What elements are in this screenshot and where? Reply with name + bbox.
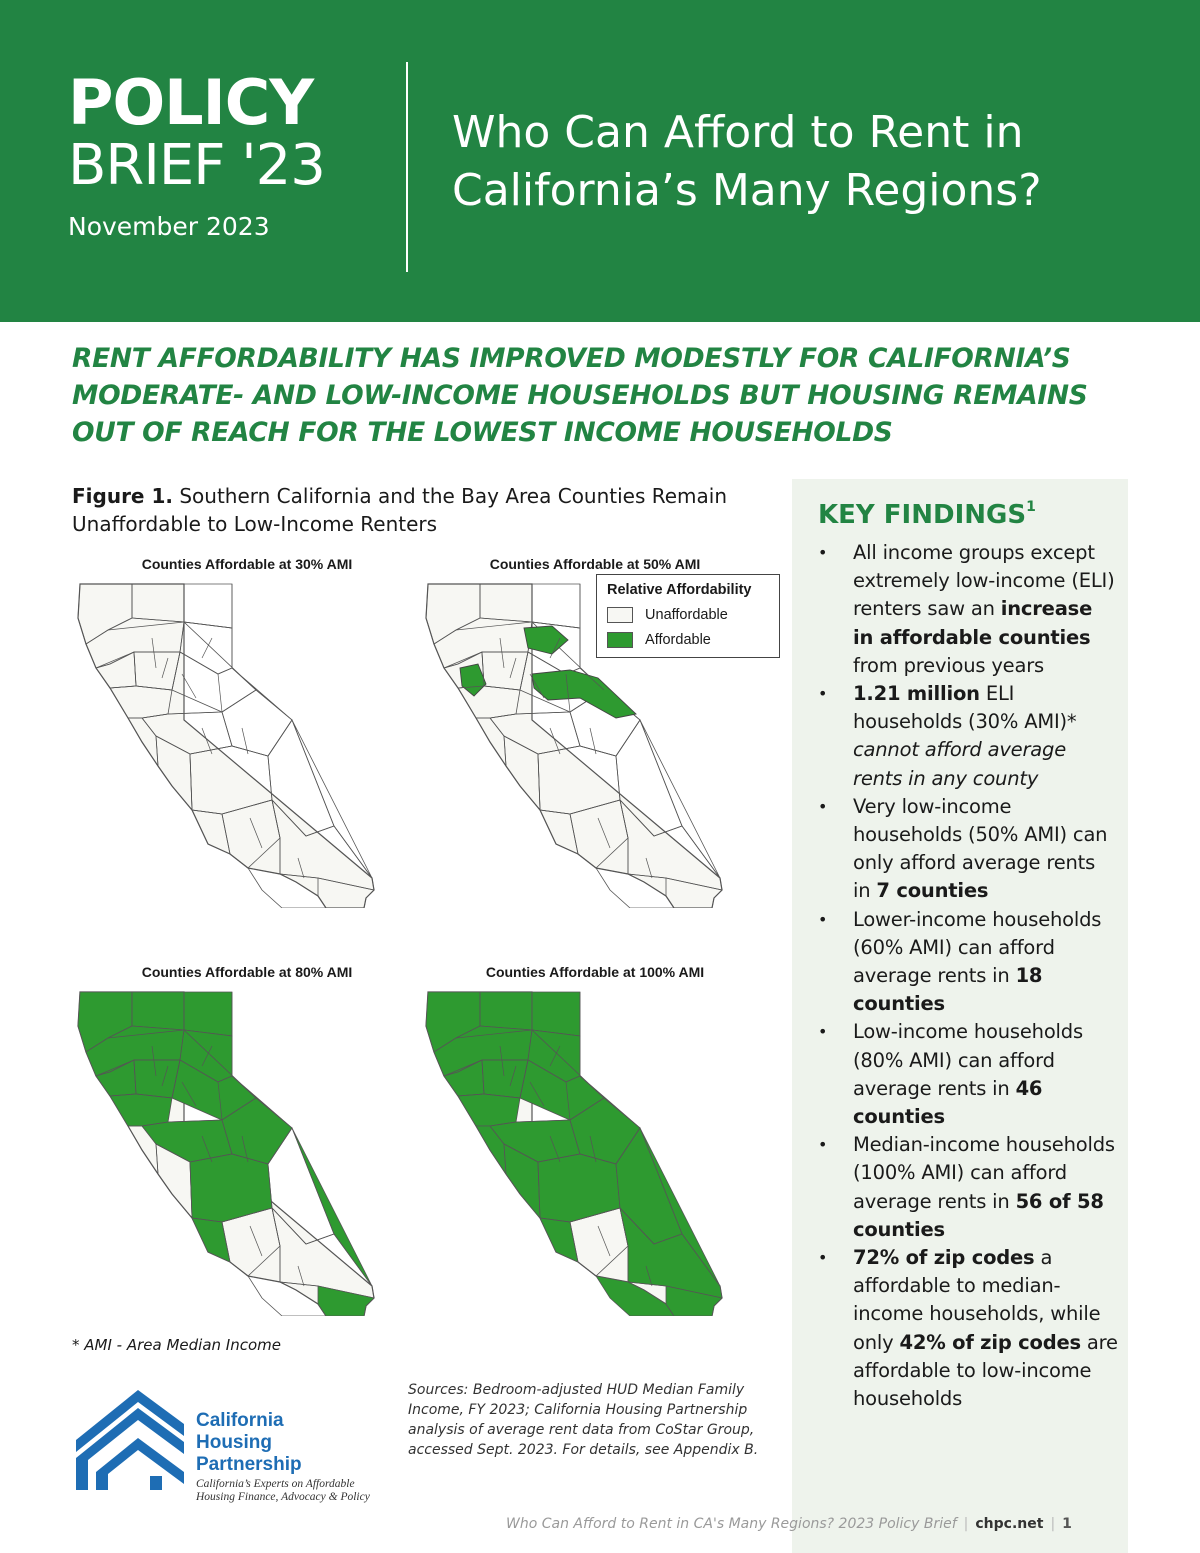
county-border <box>616 720 640 756</box>
key-findings-title-text: KEY FINDINGS <box>818 500 1027 530</box>
bullet-icon: • <box>818 1022 828 1042</box>
finding-text: are affordable to low-income households <box>853 1330 1118 1411</box>
footnote-mark: 1 <box>1026 499 1036 515</box>
brand-block <box>68 66 325 241</box>
legend-title: Relative Affordability <box>607 582 752 598</box>
county-border <box>580 746 616 756</box>
finding-emphasis: 1.21 million <box>853 682 980 706</box>
finding-text: Lower-income households (60% AMI) can afford average rents in <box>853 907 1102 988</box>
tagline-line: Housing Finance, Advocacy & Policy <box>196 1491 370 1503</box>
map-title: Counties Affordable at 100% AMI <box>485 964 705 980</box>
logo-tagline <box>196 1478 370 1504</box>
affordable-swatch <box>607 632 633 648</box>
page-header <box>0 0 1200 322</box>
county-region <box>172 652 256 712</box>
county-region <box>480 992 532 1030</box>
finding-italic: cannot afford average rents in any county <box>853 738 1066 790</box>
map-title: Counties Affordable at 80% AMI <box>141 964 353 980</box>
affordable-county <box>532 670 636 718</box>
logo-wordmark <box>196 1410 302 1476</box>
header-divider <box>406 62 408 272</box>
finding-text: ELI households (30% AMI)* <box>853 682 1077 734</box>
legend-label: Unaffordable <box>645 607 728 624</box>
publication-date: November 2023 <box>68 212 270 241</box>
county-border <box>232 668 256 690</box>
finding-text: from previous years <box>853 653 1045 677</box>
map-title: Counties Affordable at 50% AMI <box>489 556 701 572</box>
county-region <box>184 992 232 1036</box>
finding-item <box>818 1244 1118 1413</box>
key-findings-list <box>818 539 1118 1413</box>
legend-item-unaffordable <box>607 607 728 625</box>
county-border <box>590 728 596 754</box>
brief-label: BRIEF '23 <box>68 133 325 198</box>
legend-label: Affordable <box>645 632 711 649</box>
finding-text: a affordable to median-income households, while only <box>853 1246 1101 1354</box>
key-findings-panel <box>792 479 1128 1553</box>
footer-separator: | <box>1050 1516 1056 1532</box>
bullet-icon: • <box>818 1248 828 1268</box>
finding-emphasis: 7 counties <box>876 879 989 903</box>
county-region <box>110 1094 172 1126</box>
finding-item <box>818 680 1118 793</box>
finding-item <box>818 1131 1118 1244</box>
california-map-80 <box>72 986 422 1316</box>
county-region <box>458 1094 520 1126</box>
county-region <box>184 584 232 628</box>
logo-line: California <box>196 1410 284 1431</box>
map-30-ami <box>72 556 442 956</box>
bullet-icon: • <box>818 684 828 704</box>
headline: RENT AFFORDABILITY HAS IMPROVED MODESTLY FOR CALIFORNIA’S MODERATE- AND LOW-INCOME HOUSEHOLDS BUT HOUSING REMAINS OUT OF REACH FOR THE LOWEST INCOME HOUSEHOLDS <box>72 343 1088 448</box>
figure-caption-text: Southern California and the Bay Area Counties Remain Unaffordable to Low-Income Renters <box>72 484 728 536</box>
logo-line: Housing <box>196 1432 272 1453</box>
map-100-ami <box>420 964 790 1364</box>
sources-note: Sources: Bedroom-adjusted HUD Median Family Income, FY 2023; California Housing Partnership analysis of average rent data from CoStar Group, accessed Sept. 2023. For details, see Appendix B. <box>408 1382 759 1458</box>
county-border <box>232 746 268 756</box>
county-region <box>132 992 184 1030</box>
finding-emphasis: 18 counties <box>853 964 1043 1016</box>
finding-item <box>818 1018 1118 1131</box>
tagline-line: California’s Experts on Affordable <box>196 1478 355 1490</box>
policy-label: POLICY <box>68 66 314 139</box>
document-title: Who Can Afford to Rent in California’s Many Regions? <box>452 107 1042 216</box>
county-border <box>202 638 212 658</box>
key-findings-title <box>818 499 1036 530</box>
footer-site-link[interactable]: chpc.net <box>975 1516 1044 1532</box>
finding-text: Very low-income households (50% AMI) can only afford average rents in <box>853 794 1108 903</box>
chp-logo <box>72 1380 402 1503</box>
finding-emphasis: increase in affordable counties <box>853 597 1093 649</box>
county-region <box>180 622 232 674</box>
finding-text: Low-income households (80% AMI) can afford average rents in <box>853 1020 1083 1100</box>
finding-emphasis: 42% of zip codes <box>899 1330 1081 1354</box>
bullet-icon: • <box>818 796 828 816</box>
legend-item-affordable <box>607 632 711 650</box>
finding-item <box>818 906 1118 1019</box>
figure-label: Figure 1. <box>72 484 173 508</box>
map-title: Counties Affordable at 30% AMI <box>141 556 353 572</box>
footer-separator: | <box>963 1516 969 1532</box>
county-border <box>268 720 292 756</box>
finding-emphasis: 72% of zip codes <box>853 1246 1035 1270</box>
bullet-icon: • <box>818 1135 828 1155</box>
ami-footnote: * AMI - Area Median Income <box>72 1336 281 1354</box>
page-footer <box>506 1516 1072 1532</box>
footer-title: Who Can Afford to Rent in CA's Many Regions? 2023 Policy Brief <box>506 1516 957 1532</box>
finding-emphasis: 46 counties <box>853 1076 1043 1129</box>
map-legend <box>596 574 780 658</box>
finding-item <box>818 539 1118 680</box>
finding-text: All income groups except extremely low-income (ELI) renters saw an <box>853 541 1115 621</box>
finding-emphasis: 56 of 58 counties <box>853 1189 1104 1241</box>
house-chevron-icon <box>72 1380 192 1495</box>
finding-item <box>818 793 1118 906</box>
county-border <box>218 674 222 712</box>
logo-line: Partnership <box>196 1454 302 1475</box>
county-border <box>242 728 248 754</box>
finding-text: Median-income households (100% AMI) can afford average rents in <box>853 1133 1115 1213</box>
map-80-ami <box>72 964 442 1364</box>
county-region <box>532 992 580 1036</box>
state-outline <box>78 584 374 908</box>
figure-caption <box>72 482 772 538</box>
unaffordable-swatch <box>607 607 633 623</box>
bullet-icon: • <box>818 543 828 562</box>
page-number: 1 <box>1062 1516 1072 1532</box>
california-map-100 <box>420 986 770 1316</box>
county-region <box>532 584 580 628</box>
bullet-icon: • <box>818 909 828 929</box>
california-map-30 <box>72 578 422 908</box>
